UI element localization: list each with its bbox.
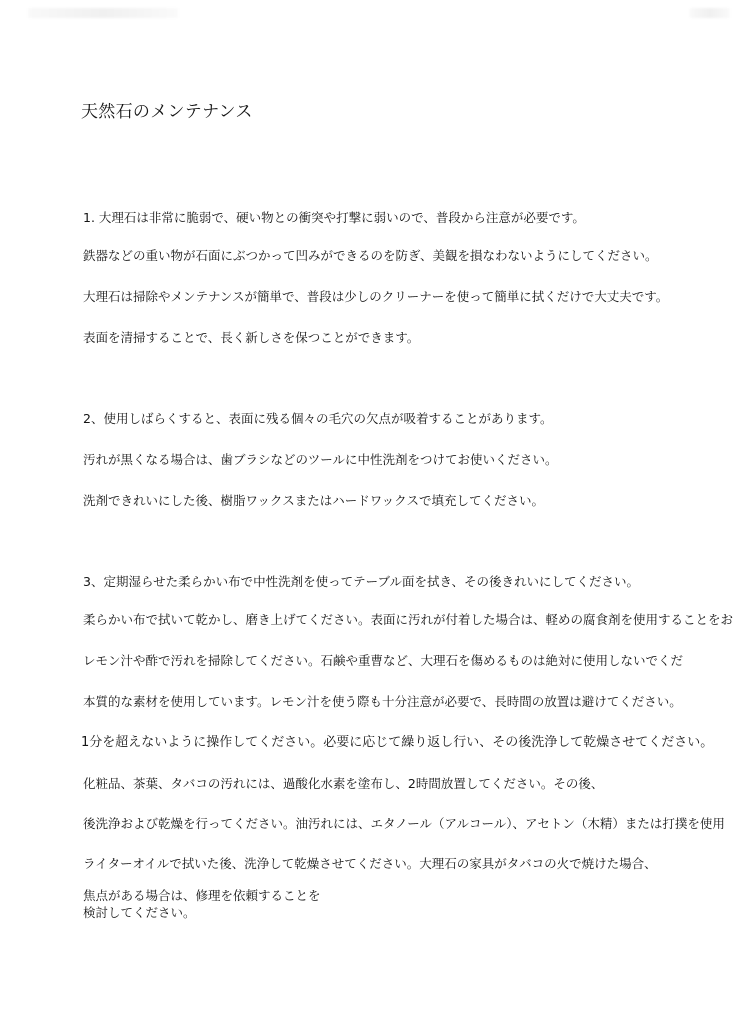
section-2-line-1: 2、使用しばらくすると、表面に残る個々の毛穴の欠点が吸着することがあります。 bbox=[83, 411, 553, 426]
scan-artifact bbox=[690, 8, 730, 18]
section-1-line-3: 大理石は掃除やメンテナンスが簡単で、普段は少しのクリーナーを使って簡単に拭くだけで大丈夫です。 bbox=[83, 289, 669, 304]
section-3-line-6: 化粧品、茶葉、タバコの汚れには、過酸化水素を塗布し、2時間放置してください。その後、 bbox=[83, 776, 604, 791]
section-1-line-2: 鉄器などの重い物が石面にぶつかって凹みができるのを防ぎ、美観を損なわないようにしてください。 bbox=[83, 248, 658, 263]
section-3-line-5: 1分を超えないように操作してください。必要に応じて繰り返し行い、その後洗浄して乾燥させてください。 bbox=[81, 735, 714, 750]
section-3-line-1: 3、定期湿らせた柔らかい布で中性洗剤を使ってテーブル面を拭き、その後きれいにしてください。 bbox=[83, 574, 639, 589]
section-3-line-8: ライターオイルで拭いた後、洗浄して乾燥させてください。大理石の家具がタバコの火で焼けた場合、 bbox=[83, 856, 657, 871]
section-1-line-1: 1. 大理石は非常に脆弱で、硬い物との衝突や打撃に弱いので、普段から注意が必要です。 bbox=[83, 210, 585, 225]
section-3-line-2: 柔らかい布で拭いて乾かし、磨き上げてください。表面に汚れが付着した場合は、軽めの腐食剤を使用することをお bbox=[83, 612, 734, 627]
section-3-line-9: 焦点がある場合は、修理を依頼することを検討してください。 bbox=[83, 888, 321, 920]
section-3-line-3: レモン汁や酢で汚れを掃除してください。石鹸や重曹など、大理石を傷めるものは絶対に使用しないでくだ bbox=[83, 653, 684, 668]
page-title: 天然石のメンテナンス bbox=[81, 102, 253, 122]
section-3-line-7: 後洗浄および乾燥を行ってください。油汚れには、エタノール（アルコール）、アセトン（木精）または打撲を使用 bbox=[83, 816, 725, 831]
section-3-line-4: 本質的な素材を使用しています。レモン汁を使う際も十分注意が必要で、長時間の放置は避けてください。 bbox=[83, 694, 682, 709]
section-1-line-4: 表面を清掃することで、長く新しさを保つことができます。 bbox=[83, 330, 420, 345]
section-2-line-3: 洗剤できれいにした後、樹脂ワックスまたはハードワックスで填充してください。 bbox=[83, 493, 545, 508]
section-2-line-2: 汚れが黒くなる場合は、歯ブラシなどのツールに中性洗剤をつけてお使いください。 bbox=[83, 452, 558, 467]
scan-artifact bbox=[28, 8, 178, 18]
